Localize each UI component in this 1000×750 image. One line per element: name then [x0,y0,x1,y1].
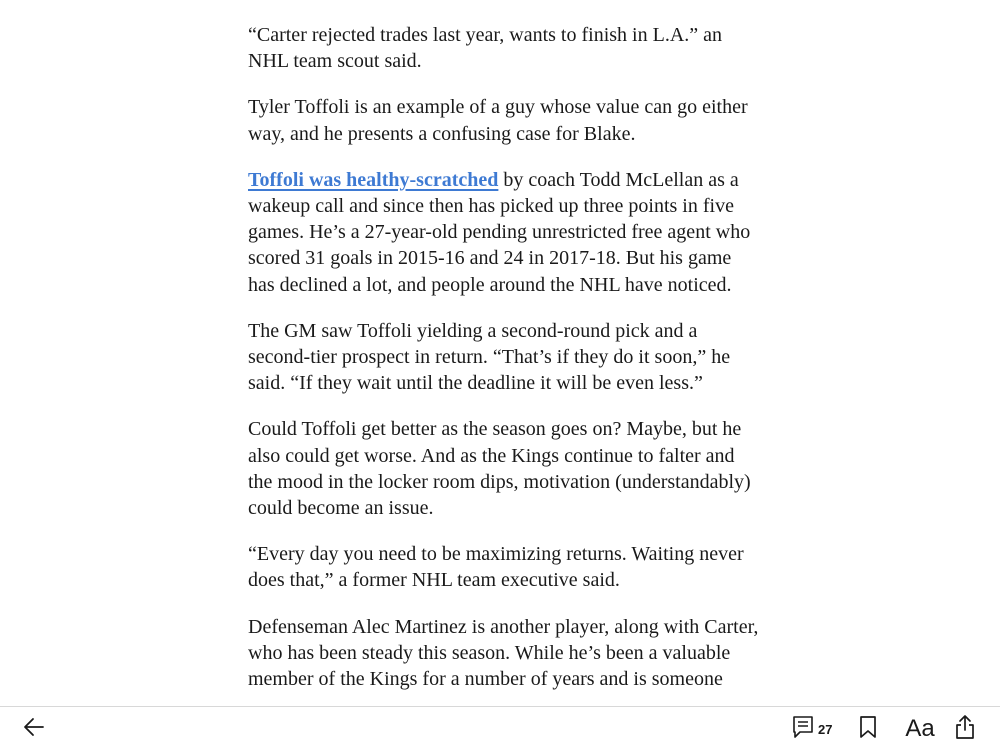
article-paragraph: Could Toffoli get better as the season goes on? Maybe, but he also could get worse. And as the Kings continue to falter and the mood in the locker room dips, motivation (understandably) could become an issue. [248,418,751,520]
back-button[interactable] [20,715,48,743]
article-paragraph-text: by coach Todd McLellan as a wakeup call and since then has picked up three points in five games. He’s a 27-year-old pending unrestricted free agent who scored 31 goals in 2015-16 and 24 in 2017-18. But his game has declined a lot, and people around the NHL have noticed. [248,168,751,296]
text-size-button[interactable]: Aa [905,715,935,742]
arrow-left-icon [23,716,45,743]
healthy-scratched-link[interactable]: Toffoli was healthy-scratched [248,168,499,191]
bottom-toolbar [0,706,1000,750]
article-paragraph-with-link [248,167,760,298]
bookmark-icon [859,715,877,744]
share-button[interactable] [952,715,978,743]
bookmark-button[interactable] [856,715,880,743]
article-paragraph: Tyler Toffoli is an example of a guy whose value can go either way, and he presents a confusing case for Blake. [248,96,748,145]
article-paragraph: “Carter rejected trades last year, wants to finish in L.A.” an NHL team scout said. [248,24,723,73]
article-paragraph: The GM saw Toffoli yielding a second-round pick and a second-tier prospect in return. “That’s if they do it soon,” he said. “If they wait until the deadline it will be even less.” [248,319,731,395]
article-paragraph: “Every day you need to be maximizing returns. Waiting never does that,” a former NHL team executive said. [248,543,744,592]
article-paragraph: Defenseman Alec Martinez is another player, along with Carter, who has been steady this season. While he’s been a valuable member of the Kings for a number of years and is someone [248,615,759,691]
content-clip [0,692,1000,706]
comment-icon [792,715,814,744]
comments-button[interactable] [792,715,836,743]
article-body [248,22,760,750]
share-icon [954,714,976,745]
comments-count: 27 [818,721,833,737]
